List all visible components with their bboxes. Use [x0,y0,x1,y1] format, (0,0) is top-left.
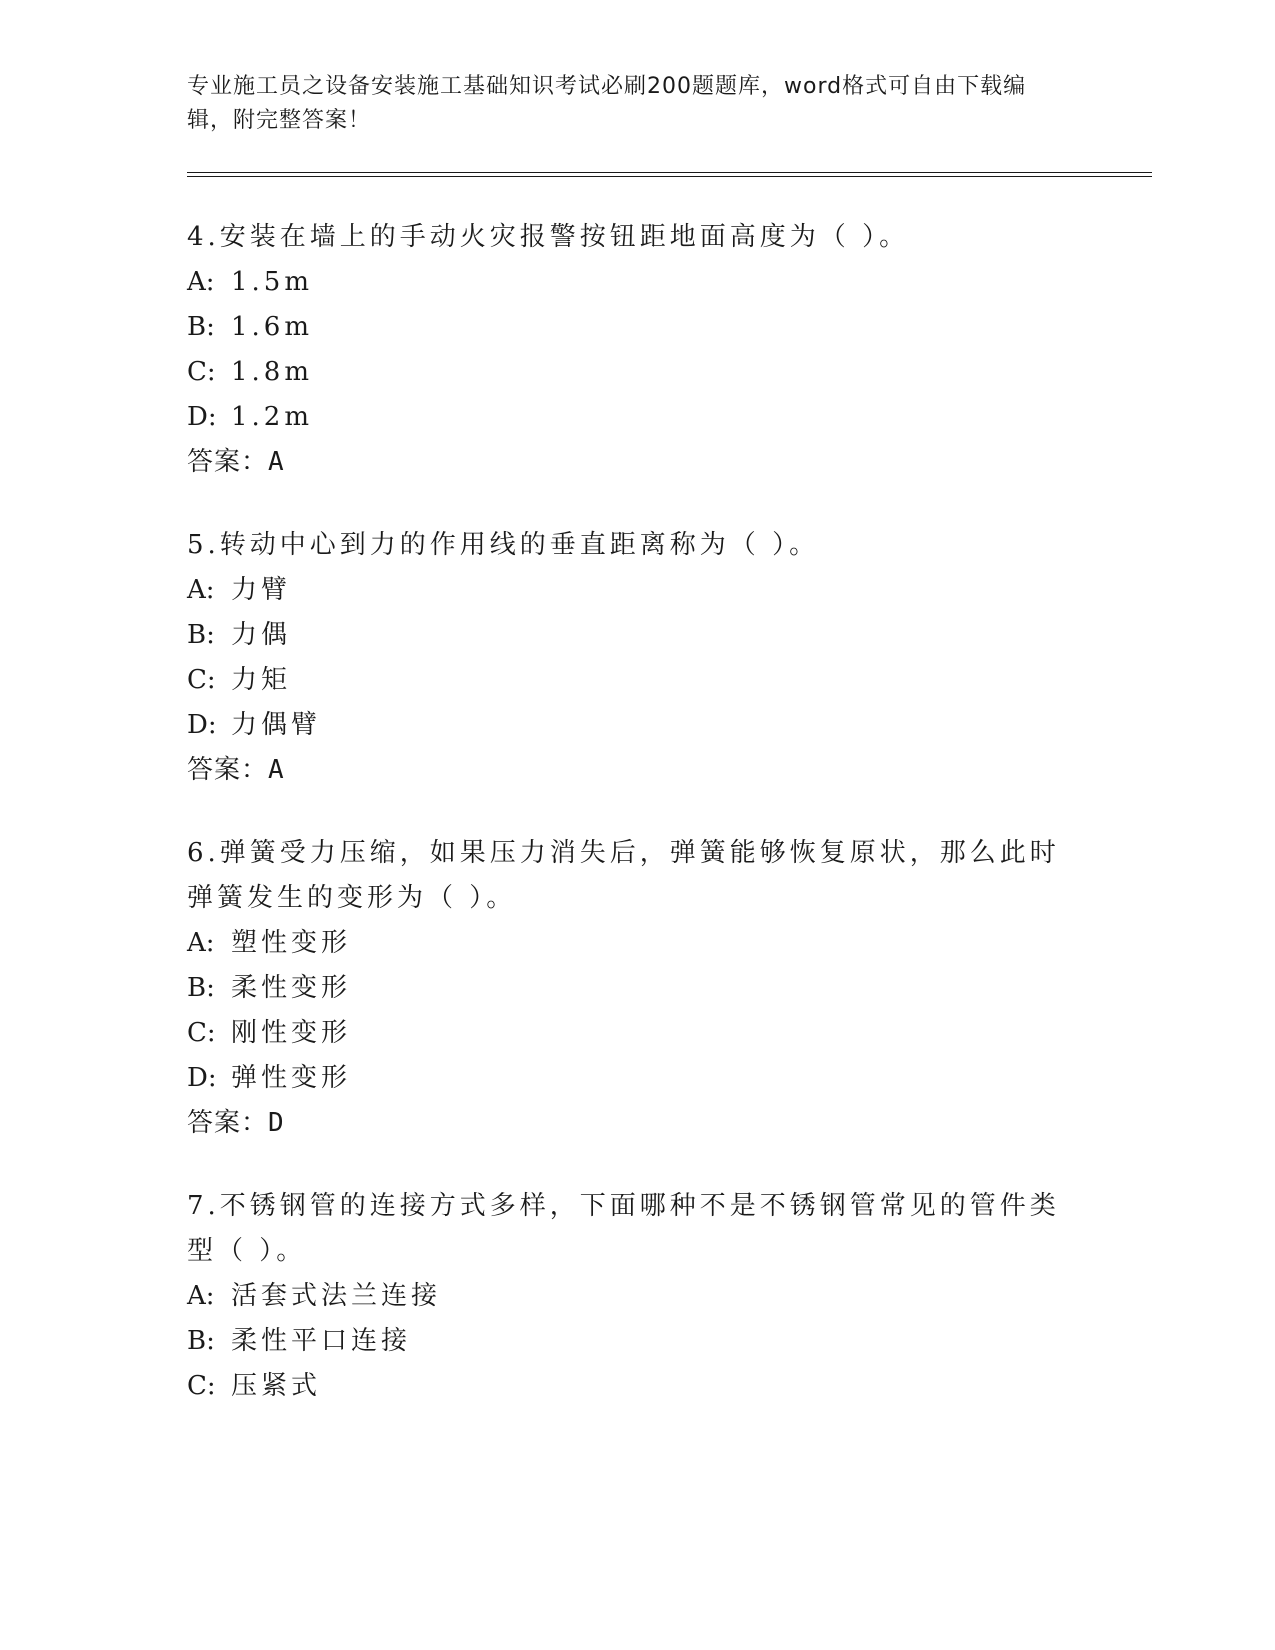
option-a [187,921,1152,966]
option-key: B: [187,312,215,342]
option-d [187,1056,1152,1101]
option-c [187,1011,1152,1056]
option-list [187,568,1152,748]
option-key: A: [187,575,215,605]
question-6 [187,831,1152,1146]
question-stem: 5.转动中心到力的作用线的垂直距离称为（ ）。 [187,530,820,560]
option-d [187,395,1152,440]
option-key: B: [187,620,215,650]
question-7 [187,1184,1152,1409]
option-key: C: [187,1018,216,1048]
option-key: A: [187,1281,215,1311]
answer-line [187,1101,1152,1146]
answer-line [187,440,1152,485]
answer-value: A [268,447,284,477]
document-page [187,70,1152,1409]
question-stem: 7.不锈钢管的连接方式多样，下面哪种不是不锈钢管常见的管件类型（ ）。 [187,1191,1060,1266]
option-key: C: [187,665,216,695]
option-text: 力偶 [231,620,292,650]
option-text: 1.5m [231,267,314,297]
option-text: 活套式法兰连接 [231,1281,442,1311]
option-text: 1.6m [231,312,314,342]
option-key: D: [187,710,217,740]
option-text: 力矩 [231,665,292,695]
option-key: A: [187,928,215,958]
option-b [187,966,1152,1011]
option-text: 弹性变形 [231,1063,352,1093]
option-text: 1.2m [231,402,314,432]
option-c [187,350,1152,395]
question-5 [187,523,1152,793]
option-list [187,1274,1152,1409]
question-4 [187,215,1152,485]
document-title: 专业施工员之设备安装施工基础知识考试必刷200题题库，word格式可自由下载编辑，附完整答案！ [187,74,1027,133]
option-list [187,921,1152,1101]
option-b [187,305,1152,350]
option-key: B: [187,973,215,1003]
option-key: D: [187,402,217,432]
header-divider [187,172,1152,177]
option-c [187,1364,1152,1409]
option-a [187,1274,1152,1319]
option-text: 塑性变形 [231,928,352,958]
option-text: 力臂 [231,575,292,605]
option-a [187,568,1152,613]
question-stem: 6.弹簧受力压缩，如果压力消失后，弹簧能够恢复原状，那么此时弹簧发生的变形为（ ）。 [187,838,1060,913]
option-text: 刚性变形 [231,1018,352,1048]
option-b [187,1319,1152,1364]
option-list [187,260,1152,440]
option-c [187,658,1152,703]
option-text: 压紧式 [231,1371,322,1401]
option-key: C: [187,357,216,387]
answer-label: 答案： [187,447,269,477]
answer-line [187,748,1152,793]
option-key: C: [187,1371,216,1401]
option-key: D: [187,1063,217,1093]
option-text: 力偶臂 [231,710,322,740]
answer-label: 答案： [187,755,269,785]
option-text: 1.8m [231,357,314,387]
answer-value: D [268,1108,284,1138]
option-text: 柔性变形 [231,973,352,1003]
option-d [187,703,1152,748]
option-key: B: [187,1326,215,1356]
question-stem: 4.安装在墙上的手动火灾报警按钮距地面高度为（ ）。 [187,222,910,252]
option-key: A: [187,267,215,297]
option-a [187,260,1152,305]
option-text: 柔性平口连接 [231,1326,412,1356]
answer-label: 答案： [187,1108,269,1138]
option-b [187,613,1152,658]
answer-value: A [268,755,284,785]
